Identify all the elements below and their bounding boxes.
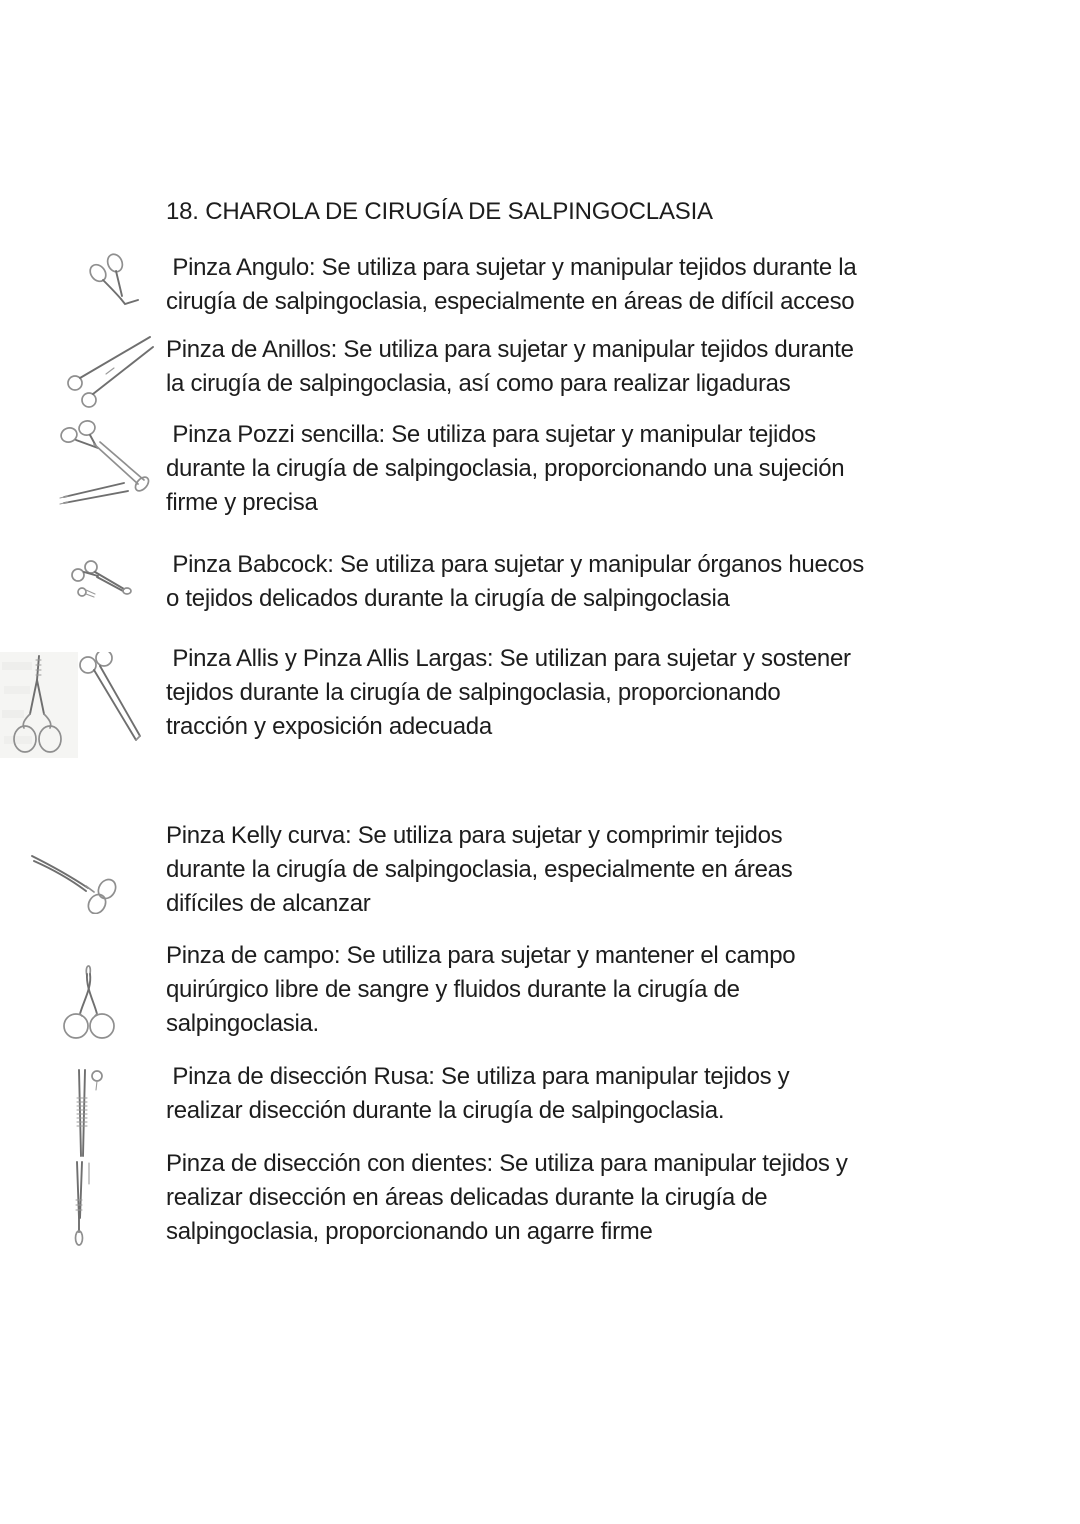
paragraph-pinza-dientes [166, 1147, 946, 1249]
paragraph-pinza-kelly [166, 819, 946, 921]
paragraph-line: cirugía de salpingoclasia, especialmente en áreas de difícil acceso [166, 288, 855, 315]
paragraph-pinza-campo [166, 939, 946, 1041]
paragraph-pinza-babcock [166, 548, 946, 616]
toothed-dissection-forceps-image [68, 1160, 98, 1248]
pozzi-forceps-image [56, 420, 154, 510]
paragraph-line: Pinza de Anillos: Se utiliza para sujetar y manipular tejidos durante [166, 336, 854, 363]
page-title: 18. CHAROLA DE CIRUGÍA DE SALPINGOCLASIA [166, 198, 713, 225]
paragraph-pinza-allis [166, 642, 946, 744]
paragraph-line: firme y precisa [166, 489, 318, 516]
paragraph-line: Pinza Allis y Pinza Allis Largas: Se utilizan para sujetar y sostener [166, 645, 851, 672]
paragraph-line: salpingoclasia, proporcionando un agarre firme [166, 1218, 653, 1245]
paragraph-line: quirúrgico libre de sangre y fluidos durante la cirugía de [166, 976, 740, 1003]
paragraph-pinza-pozzi [166, 418, 946, 520]
paragraph-line: Pinza Kelly curva: Se utiliza para sujetar y comprimir tejidos [166, 822, 783, 849]
angled-forceps-image [84, 252, 144, 314]
paragraph-line: Pinza Babcock: Se utiliza para sujetar y manipular órganos huecos [166, 551, 864, 578]
paragraph-line: durante la cirugía de salpingoclasia, proporcionando una sujeción [166, 455, 845, 482]
paragraph-line: Pinza Pozzi sencilla: Se utiliza para sujetar y manipular tejidos [166, 421, 816, 448]
paragraph-line: Pinza Angulo: Se utiliza para sujetar y manipular tejidos durante la [166, 254, 857, 281]
paragraph-line: realizar disección en áreas delicadas durante la cirugía de [166, 1184, 768, 1211]
paragraph-line: tracción y exposición adecuada [166, 713, 492, 740]
paragraph-line: salpingoclasia. [166, 1010, 319, 1037]
paragraph-line: durante la cirugía de salpingoclasia, especialmente en áreas [166, 856, 793, 883]
ring-forceps-image [62, 332, 156, 410]
towel-clamp-image [58, 958, 118, 1044]
paragraph-line: o tejidos delicados durante la cirugía de salpingoclasia [166, 585, 730, 612]
paragraph-line: Pinza de disección Rusa: Se utiliza para manipular tejidos y [166, 1063, 790, 1090]
paragraph-line: difíciles de alcanzar [166, 890, 371, 917]
paragraph-line: Pinza de campo: Se utiliza para sujetar y mantener el campo [166, 942, 796, 969]
paragraph-line: tejidos durante la cirugía de salpingoclasia, proporcionando [166, 679, 781, 706]
paragraph-line: la cirugía de salpingoclasia, así como para realizar ligaduras [166, 370, 791, 397]
babcock-forceps-image [68, 558, 134, 604]
paragraph-line: realizar disección durante la cirugía de salpingoclasia. [166, 1097, 725, 1124]
paragraph-pinza-angulo [166, 251, 946, 319]
paragraph-pinza-rusa [166, 1060, 946, 1128]
paragraph-line: Pinza de disección con dientes: Se utiliza para manipular tejidos y [166, 1150, 848, 1177]
paragraph-pinza-anillos [166, 333, 946, 401]
curved-kelly-forceps-image [28, 846, 126, 914]
allis-forceps-image [0, 652, 150, 758]
russian-dissection-forceps-image [70, 1068, 106, 1160]
